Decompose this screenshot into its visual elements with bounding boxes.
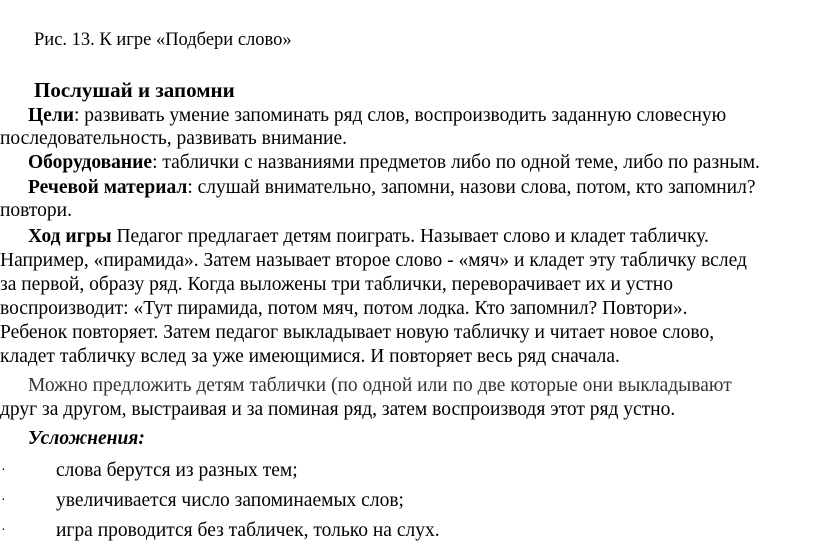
bullet-marker: · xyxy=(1,523,6,538)
complications-title: Усложнения: xyxy=(28,428,145,449)
game-line-5: Ребенок повторяет. Затем педагог выкладывает новую табличку и читает новое слово, xyxy=(0,322,715,343)
suggestion-line-2: друг за другом, выстраивая и за поминая ряд, затем воспроизводя этот ряд устно. xyxy=(0,399,676,420)
figure-caption: Рис. 13. К игре «Подбери слово» xyxy=(34,30,292,50)
suggestion-line-1: Можно предложить детям таблички (по одной или по две которые они выкладывают xyxy=(28,375,732,396)
game-line-4: воспроизводит: «Тут пирамида, потом мяч, потом лодка. Кто запомнил? Повтори». xyxy=(0,298,688,319)
game-label: Ход игры xyxy=(28,226,112,247)
game-text-1: Педагог предлагает детям поиграть. Называет слово и кладет табличку. xyxy=(111,226,709,247)
game-line-1 xyxy=(28,225,709,249)
game-line-6: кладет табличку вслед за уже имеющимися. И повторяет весь ряд сначала. xyxy=(0,346,620,367)
equipment-line xyxy=(28,151,760,175)
complication-item: увеличивается число запоминаемых слов; xyxy=(56,490,404,511)
section-heading: Послушай и запомни xyxy=(34,78,235,102)
speech-label: Речевой материал xyxy=(28,177,188,198)
complication-item: слова берутся из разных тем; xyxy=(56,460,298,481)
complication-item: игра проводится без табличек, только на слух. xyxy=(56,520,440,541)
game-line-2: Например, «пирамида». Затем называет второе слово - «мяч» и кладет эту табличку вслед xyxy=(0,250,747,271)
speech-line-1 xyxy=(28,176,756,200)
game-line-3: за первой, образу ряд. Когда выложены три таблички, переворачивает их и устно xyxy=(0,274,673,295)
goals-line-2: последовательность, развивать внимание. xyxy=(0,128,348,149)
equipment-label: Оборудование xyxy=(28,152,153,173)
goals-label: Цели xyxy=(28,105,74,126)
equipment-text: : таблички с названиями предметов либо по одной теме, либо по разным. xyxy=(152,152,760,173)
goals-line-1 xyxy=(28,104,726,128)
goals-text-1: : развивать умение запоминать ряд слов, воспроизводить заданную словесную xyxy=(74,105,727,126)
bullet-marker: · xyxy=(1,463,6,478)
speech-line-2: повтори. xyxy=(0,200,72,221)
bullet-marker: · xyxy=(1,493,6,508)
speech-text-1: : слушай внимательно, запомни, назови слова, потом, кто запомнил? xyxy=(187,177,756,198)
